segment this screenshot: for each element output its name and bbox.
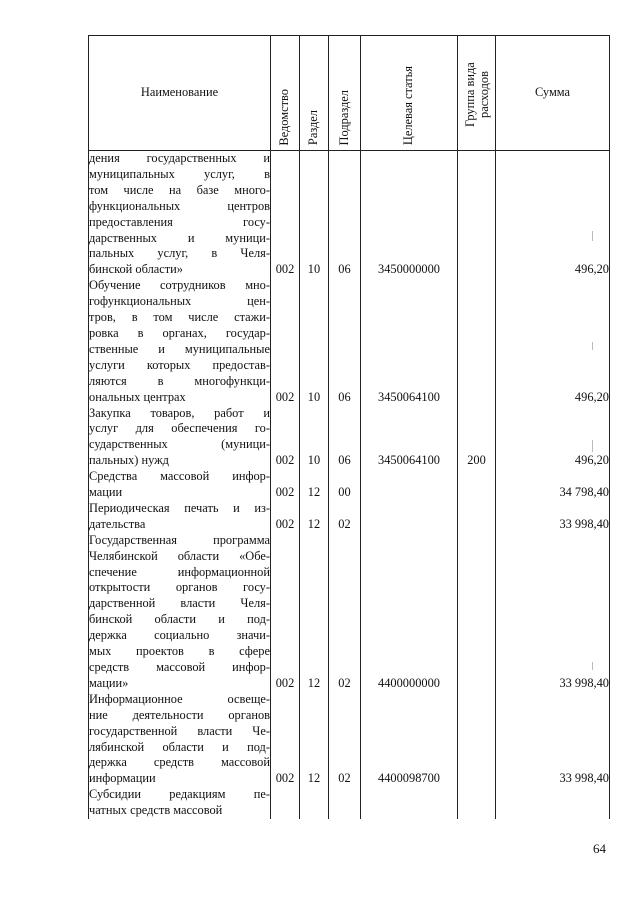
row-name-line: открытости органов госу- [89,580,270,595]
row-section: 12 [300,692,329,787]
row-name-line: ональных центрах [89,389,186,404]
row-department [271,787,300,819]
row-name-line: Средства массовой инфор- [89,469,270,484]
row-name-line: Закупка товаров, работ и [89,405,270,420]
scan-artifact [592,662,593,670]
row-subsection: 06 [329,151,361,279]
row-target-item [361,501,458,533]
table-row [89,533,610,692]
row-name-line: муниципальных услуг, в [89,166,270,181]
row-name-line: Информационное освеще- [89,691,270,706]
row-target-item: 3450064100 [361,278,458,405]
row-target-item: 3450000000 [361,151,458,279]
row-name-line: мых проектов в сфере [89,644,270,659]
row-name-line: средств массовой инфор- [89,660,270,674]
row-name-line: бинской области» [89,262,183,277]
row-name-line: дарственных и муници- [89,230,270,245]
row-department: 002 [271,278,300,405]
row-name-line: держка средств массовой [89,755,270,770]
row-target-item: 4400098700 [361,692,458,787]
table-row [89,692,610,787]
row-name-line: Периодическая печать и из- [89,500,270,515]
row-department: 002 [271,501,300,533]
table-row [89,787,610,819]
row-name-line: дарственной власти Челя- [89,596,270,611]
header-target-item: Целевая статья [361,36,458,151]
row-name-line: тров, в том числе стажи- [89,310,270,325]
scan-artifact [592,440,593,452]
row-name-line: гофункциональных цен- [89,294,270,309]
row-sum: 496,20 [496,406,610,470]
row-name-line: дательства [89,516,146,531]
scan-artifact [592,231,593,241]
row-name-line: мации» [89,675,129,690]
row-target-item: 4400000000 [361,533,458,692]
table-header-row [89,36,610,151]
row-subsection: 02 [329,533,361,692]
row-department: 002 [271,469,300,501]
row-name-line: ровка в органах, государ- [89,325,270,340]
row-name-line: лябинской области и под- [89,739,270,754]
row-name-line: держка социально значи- [89,628,270,643]
row-sum: 33 998,40 [496,533,610,692]
row-name [89,469,271,501]
table-row [89,278,610,405]
table-row [89,151,610,279]
row-section: 12 [300,533,329,692]
row-name-line: предоставления госу- [89,214,270,229]
row-sum: 34 798,40 [496,469,610,501]
row-name-line: Субсидии редакциям пе- [89,787,270,802]
table-row [89,469,610,501]
row-section: 12 [300,469,329,501]
row-name-line: пальных услуг, в Челя- [89,246,270,261]
row-expense-group [458,151,496,279]
budget-table [88,35,610,819]
row-name-line: государственной власти Че- [89,723,270,738]
row-name-line: мации [89,485,123,500]
row-expense-group [458,469,496,501]
row-expense-group [458,533,496,692]
row-sum [496,787,610,819]
table-body [89,151,610,820]
row-expense-group [458,787,496,819]
row-subsection: 00 [329,469,361,501]
row-sum: 33 998,40 [496,501,610,533]
row-name-line: бинской области и под- [89,612,270,627]
row-name-line: Государственная программа [89,532,270,547]
row-name-line: сударственных (муници- [89,437,270,452]
row-expense-group [458,692,496,787]
row-expense-group [458,501,496,533]
row-name [89,278,271,405]
row-name-line: информации [89,771,156,786]
header-department: Ведомство [271,36,300,151]
row-department: 002 [271,692,300,787]
row-section: 10 [300,278,329,405]
table-row [89,406,610,470]
table-row [89,501,610,533]
row-name [89,151,271,279]
row-department: 002 [271,406,300,470]
page-number: 64 [593,841,606,856]
row-department: 002 [271,151,300,279]
row-section [300,787,329,819]
row-name-line: функциональных центров [89,198,270,213]
row-name-line: Челябинской области «Обе- [89,548,270,563]
row-name-line: Обучение сотрудников мно- [89,278,270,293]
row-section: 12 [300,501,329,533]
row-target-item [361,469,458,501]
row-name [89,533,271,692]
row-expense-group [458,278,496,405]
row-name-line: ственные и муниципальные [89,341,270,356]
row-section: 10 [300,151,329,279]
row-name-line: чатных средств массовой [89,803,223,818]
row-name [89,406,271,470]
row-subsection: 06 [329,406,361,470]
row-section: 10 [300,406,329,470]
row-name-line: том числе на базе много- [89,182,270,197]
row-department: 002 [271,533,300,692]
row-name-line: дения государственных и [89,151,270,165]
row-name [89,501,271,533]
row-subsection: 02 [329,501,361,533]
row-sum: 33 998,40 [496,692,610,787]
header-section: Раздел [300,36,329,151]
row-name-line: услуги которых предостав- [89,357,270,372]
row-sum: 496,20 [496,151,610,279]
row-name-line: спечение информационной [89,564,270,579]
row-subsection [329,787,361,819]
row-name-line: услуг для обеспечения го- [89,421,270,436]
header-sum: Сумма [496,36,610,151]
row-name-line: ляются в многофункци- [89,373,270,388]
row-name [89,787,271,819]
row-expense-group: 200 [458,406,496,470]
header-subsection: Подраздел [329,36,361,151]
header-name: Наименование [89,36,271,151]
row-target-item [361,787,458,819]
scan-artifact [592,342,593,350]
row-target-item: 3450064100 [361,406,458,470]
row-name [89,692,271,787]
row-subsection: 02 [329,692,361,787]
row-sum: 496,20 [496,278,610,405]
header-expense-group: Группа вида расходов [458,36,496,151]
row-subsection: 06 [329,278,361,405]
row-name-line: пальных) нужд [89,453,169,468]
row-name-line: ние деятельности органов [89,707,270,722]
